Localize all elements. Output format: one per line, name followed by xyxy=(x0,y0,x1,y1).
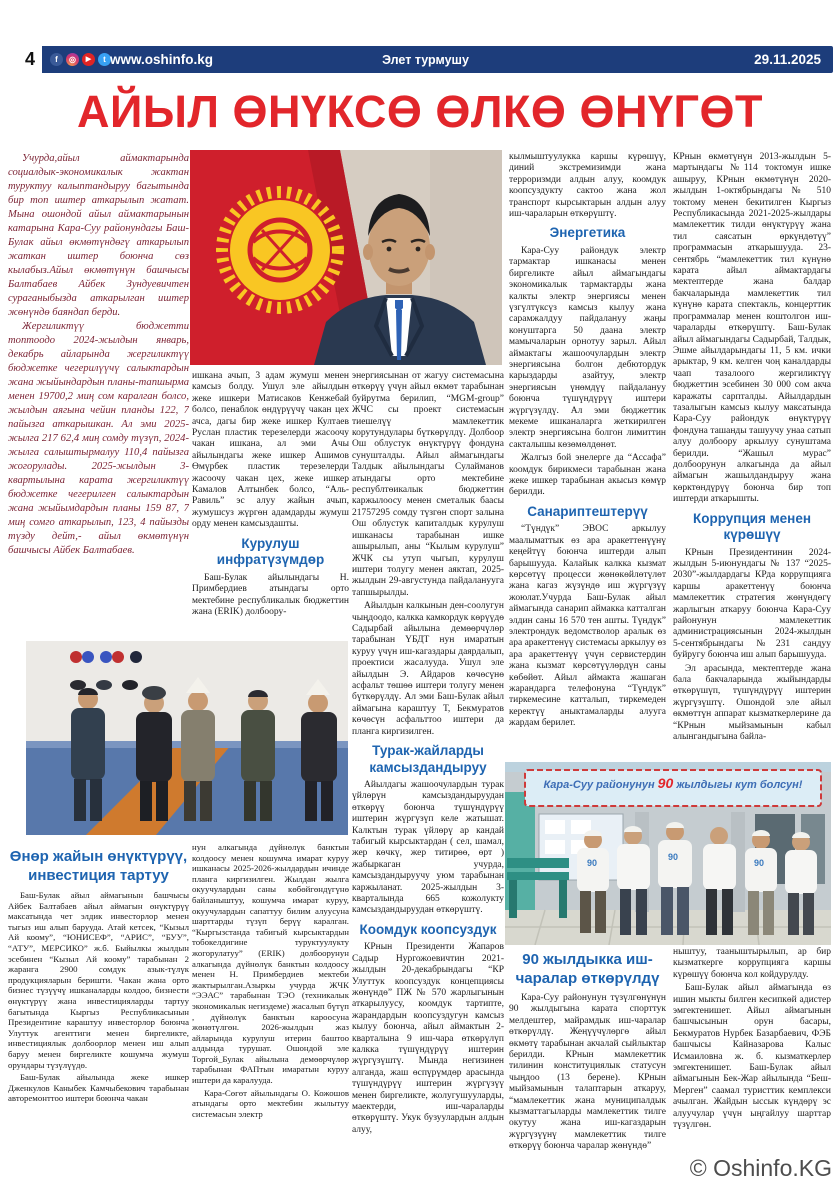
youtube-icon: ▶ xyxy=(82,53,95,66)
lede-paragraph: Жергиликтүү бюджетти топтоодо 2024-жылдын январь, декабрь айларында жергиликтүү бюджетке чегерилүүчү салыктардын жана жыйындардын планы-тапшырма менен 19700,2 миң сом каралган болсо, жылдын аягына чейин планды 122, 7 пайызга аткарышкан. Ал эми 2025-жылга 217 62,4 миң сомду түзүп, 2024-жылга салыштырмалуу 110,4 пайызга жогорулады. 2025-жылдын 3-квартылына карата жергиликтүү бюджетке чегерилген салыктардын жана жыйымдардын планы 159 87, 7 миң сомго аткарылып, 123, 4 пайызды түзду дейт,- айыл өкмөтүнүн башчысы Айбек Балтабаев. xyxy=(8,321,189,556)
instagram-icon: ◎ xyxy=(66,53,79,66)
column-5-bottom xyxy=(673,947,831,1142)
body-paragraph: Баш-Булак айыл аймагынын башчысы Айбек Балтабаев айыл аймагын өнүктүрүү максатында чет элдик инвесторлор менен тыгыз иш алып барууда. Атай кетсек, “Кызыл Ай коому”, “ЮНИСЕФ”, “АРИС”, “БУУ”, “АТУ”, МЕРСИКО” ж.б. Быйылкы жылдын эсебинен “Кызыл Ай коому” тарабынан 2 жаранга 2900 сомдук азык-түлүк продукцияларын беришти. Чакан жана орто бизнес түзүүчү ишканаларды колдоо, бизнести өнүктүрүү жана инвестицияларды тартуу багытында Кыргыз Республикасынын Президентине караштуу инвесторлор боюнча Улуттук агенттиги менен биргеликте, инвестициялык долбоорлор менен иш алып баруу менен биргеликте кошумча жумуш орундары түзүлүүдө. xyxy=(8,890,189,1070)
column-4-top xyxy=(509,152,666,757)
column-5-top xyxy=(673,152,831,758)
issue-date: 29.11.2025 xyxy=(754,52,821,67)
banner-number: 90 xyxy=(657,775,674,791)
page-number: 4 xyxy=(18,46,42,73)
necktie-icon xyxy=(396,310,402,360)
section-title: Элет турмушу xyxy=(382,53,469,67)
body-paragraph: Баш-Булак айылында жеке ишкер Дженкулов Каныбек Камчыбекович тарабынан авторемонттоо иштери боюнча чакан xyxy=(8,1072,189,1104)
column-1-body xyxy=(8,890,189,1148)
lede-paragraph: Учурда,айыл аймактарында социалдык-экономикалык жактан туруктуу калыптандыруу багытында бир топ иштер аткарылып жатат. Мына ошондой айыл аймактарынын катарына Кара-Суу районундагы Баш-Булак айыл өкмөтүндөгү аткарылып жаткан иштер боюнча сөз кылабыз.Айыл өкмөтүнүн башчысы Балтабаев Айбек Зундуевичтен сураганыбызда аткарылган иштер жөнүндө баяндап берди. xyxy=(8,153,189,318)
housing-insurance-heading: Турак-жайларды камсыздандыруу xyxy=(369,743,487,775)
digitalization-heading: Санариптештерүү xyxy=(527,503,648,519)
column-4-bottom xyxy=(509,993,666,1163)
copyright-notice: © Oshinfo.KG xyxy=(689,1155,832,1181)
public-safety-heading: Коомдук коопсуздук xyxy=(359,921,497,937)
banner-right: жылдыгы кут болсун! xyxy=(676,779,803,791)
body-paragraph: кылмыштуулукка каршы күрөшүү, диний экстремизимди жана терроризмди алдын алуу, коомдук коопсуздукту сактоо жана жол транспорт кырсыктарын алдын алуу иш-чараларын өткөрүштү. xyxy=(509,152,666,220)
column-3 xyxy=(352,371,504,1193)
construction-heading: Курулуш инфратүзүмдөр xyxy=(216,535,325,568)
industry-heading: Өнөр жайын өнүктүрүү, инвестиция тартуу xyxy=(9,848,188,884)
portrait-illustration xyxy=(190,150,502,365)
body-paragraph: Эл арасында, мектептерде жана бала бакчаларында жыйындарды өткөрүшүп, түшүндүрүү иштерин жүргүзүштү. Ошондой эле айыл өкмөттүн аппарат кызматкерлерине да “КРнын мыйзамынын кабыл алынгандыгына байла- xyxy=(673,663,831,743)
body-paragraph: Баш-Булак айыл аймагында өз ишин мыкты билген кесипкөй адистер эмгектенишет. Айыл аймагынын башчысынын орун басары, Бекмуратов Нурбек Базарбаевич, ФЭБ башчысы Кайназарова Калыс Исмаиловна ж. б. кызматкерлер эмгектенишет. Баш-Булак айыл аймагынын Бек-Жар айылында “Беш-Мерген” саамал туристтик кемплекси ачылган. Жайдын ыссык күндөрү эс алуучулар үчүн ыңгайлуу шарттар түзүлгөн. xyxy=(673,983,831,1131)
header-bar xyxy=(18,46,833,73)
official-portrait-photo xyxy=(190,150,502,365)
anniversary-heading: 90 жылдыкка иш-чаралар өткөрүлдү xyxy=(515,951,660,987)
body-paragraph: Жалгыз бой энелерге да “Ассафа” коомдук бирикмеси тарабынан жана жеке ишкер тарабынан акысыз көмүр берилди. xyxy=(509,453,666,498)
body-paragraph: Кара-Суу районунун түзүлгөнүнүн 90 жылдыгына карата спорттук мелдештер, майрамдык иш-чаралар өткөрүлдү. Жеңүүчүлөргө айыл өкмөтү тарабынан акчалай сыйлыктар берилди. КРнын мамлекеттик тилинин конституциялык статусун чыңдоо (13 берене). КРнын мыйзамынын талаптарын аткаруу, “мамлекеттик жана муниципалдык кызматтагыларды мамлекеттик тилге окутуу жана иш-кагаздарын жүргүзүүнү мамлекеттик тилге өткөрүү боюнча чаралар жөнүндө” xyxy=(509,993,666,1152)
body-paragraph: Кара-Суу райондук электр тармактар ишканасы менен биргеликте айыл аймагындагы экономикалык тармактарды жана калкты электр энергиясы менен үзгүлтүксүз камсыз кылуу жана сарамжалдуу пайдалануу жаңы конуштарга 50 даана электр мамычаларын орнотуу зарыл. Айыл аймактагы жашоочулардын электр энергиясына болгон дебютордук карыздарды азайтуу, электр энергиясын үнөмдүү пайдалануу боюнча түшүндүрүү иштери жүргүзүлдү. Ал эми бюджеттик мекеме ишканаларга жеткирилген электр энергиясына болгон лимиттин сакталышы көзөмөлдөнөт. xyxy=(509,245,666,450)
body-paragraph: “Түндүк” ЭВОС аркылуу маалыматтык өз ара аракеттенүүнү кеңейтүү боюнча иштерди алып барышууда. Калайык калкка кызмат көрсөтүү процесси жөнөкөйлөтүлөт жана кагаз жүзүндө иш жүргүзүү жоюлат.Учурда Баш-Булак айыл аймагында санарип аймакка катталган элдин саны 16 570 тен ашты. Түндүк” электрондук ведомстволор аралык өз ара аракеттенүү системасы аркылуу өз ара аракеттенүү үчүн сервистердин жана кызмат көрсөтүүлөрдүн саны көбөйөт. Айыл аймакта жашаган жарандарга телефонуна “Түндүк” тиркемесине катталып, тиркемеден керектүү аныктамаларды алууга жардам берилет. xyxy=(509,524,666,729)
body-paragraph: КРнын Президентинин 2024-жылдын 5-июнундагы № 137 “2025-2030”-жылдардагы КРда коррупцияга каршы аракеттенүү боюнча мамлекеттик стратегия жөнүндөгү жарлыгын аткаруу боюнча Кара-Суу районунун мамлекеттик администрациясынын 2024-жылдын 5-сентябрындагы №231 сандуу буйругу боюнча иш алып барышууда. xyxy=(673,547,831,661)
column-2-top xyxy=(192,371,349,638)
anticorruption-heading: Коррупция менен күрөшүү xyxy=(693,510,811,543)
body-paragraph: Айылдагы жашоочулардын турак үйлөрүн камсыздандыруудан өткөрүү боюнча түшүндүрүү иштерин жүргүзүп келе жатышат. Калктын турак үйлөрү ар кандай табигый кырсыктардан ( сел, шамал, жер көчкү, жер титирөө, өрт ) жабыркаган учурда, камсыздандыруучу уюм тарабынан каржыланат. 2025-жылдын 3-кварталында 665 кожолукту камсыздандыруудан өткөрүштү. xyxy=(352,780,504,916)
shirt-90-label: 90 xyxy=(587,858,598,868)
body-paragraph: Айылдын калкынын ден-соолугун чыңдоодо, калкка камкордук көрүүдө Садырбай айылына демөөрчүлөр тарабынан ҮБДТ нун имаратын куруу үчүн иш-кагаздары даярдалып, проектиси жасалууда. Ушул эле айылдын Э. Айдаров көчөсүнө асфальт төшөө иштери толугу менен бүткөрүлдү. Ал эми Баш-Булак айыл аймагына караштуу Т, Бекмуратов көчөсүн асфальттоо иштери да планга киргизилген. xyxy=(352,601,504,737)
body-paragraph: ныштуу, тааныштырылып, ар бир кызматкерге коррупцияга каршы күрөшүү боюнча кол койдурулду. xyxy=(673,947,831,980)
gym-visit-illustration xyxy=(26,641,348,835)
body-paragraph: ишкана ачып, 3 адам жумуш менен камсыз болду. Ушул эле айылдын жеке ишкери Матисаков Кенжебай болсо, пенаблок өндүрүүчү чакан цех ачса, дагы бир жеке ишкер Култаев Руслан пластик терезелерди жасоочу чакан ишкана, ал эми Ачы айылындагы жеке ишкер Ашимов Өмүрбек пластик терезелерди жасоочу чакан цех, жеке ишкер Камалов Алтынбек болсо, “Аль-Равиль” эс алуу жайын ачып, жумушсуз жүргөн адамдарды жумуш орду менен камсыздашты. xyxy=(192,371,349,530)
banner-text xyxy=(529,775,817,791)
body-paragraph: энергиясынан от жагуу системасына өткөрүү үчүн айыл өкмөт тарабынан буйрутма берилип, “MGM-group” ЖЧС сы проект системасын тиешелүү мамлекеттик корутундулары бүткөрүлдү. Долбоор Ош облустук өнүктүрүү фондуна сунушталды. Айыл аймагындагы Талдык айылындагы Сулайманов атындагы орто мектебине республтөикалык бюджеттин каржылоосу менен сметалык баасы 21757295 сомду түзгөн спорт залына Ош облустук капиталдык курулуш ишканасы тарабынан ишке ашырылып, аны “Кылым курулуш” ЖЧК сы утуп чыгып, курулуш иштери толугу менен аяктап, 2025-жылдын 29-августунда пайдаланууга тапшырылды. xyxy=(352,371,504,598)
body-paragraph: Баш-Булак айылындагы Н. Примбердиев атындагы орто мектебине республикалык бюджеттин жана (ERIK) долбоору- xyxy=(192,572,349,617)
anniversary-group-photo xyxy=(505,762,831,945)
caps-on-wall-icon xyxy=(70,680,138,690)
body-paragraph: нун алкагында дүйнөлүк банктын колдоосу менен кошумча имарат куруу ишканасы 2025-2026-жылдардын ичинде планга киргизилген. Жылдан жылга окуучулардын саны көбөйгөндүгүнө байланыштуу, кошумча имарат куруу, окуучулардын сапаттуу билим алуусуна шарттарды түзүп берүү каралган. “Кыргызстанда табигый кырсыктардын тобокелдигине туруктуулукту жогорулатуу” (ERIK) долбоорунун алкагында дүйнөлүк банктын колдоосу менен Н. Примбердиев мектеби жактырылган.Азыркы учурда ЖЧК “ЭЭАС” тарабынан ТЭО (техникалык экономикалык негиздеме) жасалып бүтүп , дүйнөлүк банктын кароосуна жөнөтүлгөн. 2026-жылдын жаз айларында курулуш итерин баштоо алдында турушат. Ошондой эле Торгой_Булак айылына демөөрчүлөр тарабынан ФАПтын имаратын куруу иштери да каралууда. xyxy=(192,842,349,1086)
website-url: www.oshinfo.kg xyxy=(110,52,213,67)
column-2-bottom xyxy=(192,842,349,1162)
twitter-icon: t xyxy=(98,53,111,66)
main-headline: АЙЫЛ ӨНҮКСӨ ӨЛКӨ ӨНҮГӨТ xyxy=(77,86,763,137)
facebook-icon: f xyxy=(50,53,63,66)
shirt-90-label: 90 xyxy=(668,852,679,862)
shirt-90-label: 90 xyxy=(754,858,765,868)
gym-visit-photo xyxy=(26,641,348,835)
banner-left: Кара-Суу районунун xyxy=(543,779,655,791)
lede-column xyxy=(8,152,189,641)
body-paragraph: КРнын өкмөтүнүн 2013-жылдын 5-мартындагы №114 токтомун ишке ашыруу, КРнын өкмөтүнүн 2020-жылдын 1-октябрындагы № 510 токтому менен бекитилген Кыргыз Республикасында 2021-2025-жылдары мамлекеттик тилди өнүктүрүү жана тил саясатын өркүндөтүү” программасын аткарышууда. 23-сентябрь “мамлекеттик тил күнүнө карата айыл аймактардагы мектептерде жана балдар бакчаларында мамлекеттик тил күнүнө карата спектакль, концерттик программалар менен коштолгон иш-чараларды өткөрүштү. Баш-Булак айыл аймагындагы Садырбай, Талдык, Эшме айылдарындагы 11, 5 км. ички арыктар, 9 км. келген чоң каналдарды чаап тазалоого жергиликтүү бюджеттин эсебинен 30 000 сом акча каражаты сарпталды. Айылдардын тазалыгын камсыз кылуу максатында Кара-Суу райондук өнүктүрүү фондуна ташанды ташуучу унаа сатып алуу долбоору аркылуу сунуштама берилди. “Жашыл мурас” долбоорунун алкагында да айыл аймагын жашылдандыруу жана көрктөндүрүү боюнча бир топ иштерди аткарышты. xyxy=(673,152,831,505)
body-paragraph: Кара-Сөгөт айылындагы О. Кожошов атындагы орто мектебин жылытуу системасын электр xyxy=(192,1087,349,1119)
body-paragraph: КРнын Президенти Жапаров Садыр Нургожоевичтин 2021-жылдын 20-декабрындагы “КР Улуттук коопсуздук концепциясы жөнүндө” ПЖ № 570 жарлыгынын аткарылуусу, коомдук тартипте, жарандардын коопсуздугун камсыз кылуу боюнча, айыл аймактын 2-кварталына 9 иш-чара өткөрүлүп калкка түшүндүрүү иштерин жүргүзүштү. Мында негизинен алганда, жаш өспүрүмдөр арасында түшүндүрүү иштерин жүргүзүү менен биргеликте, жолугушууларды, маектерди, иш-чараларды өткөрүштү. Укук бузуулардын алдын алуу, xyxy=(352,942,504,1135)
energy-heading: Энергетика xyxy=(549,225,626,241)
